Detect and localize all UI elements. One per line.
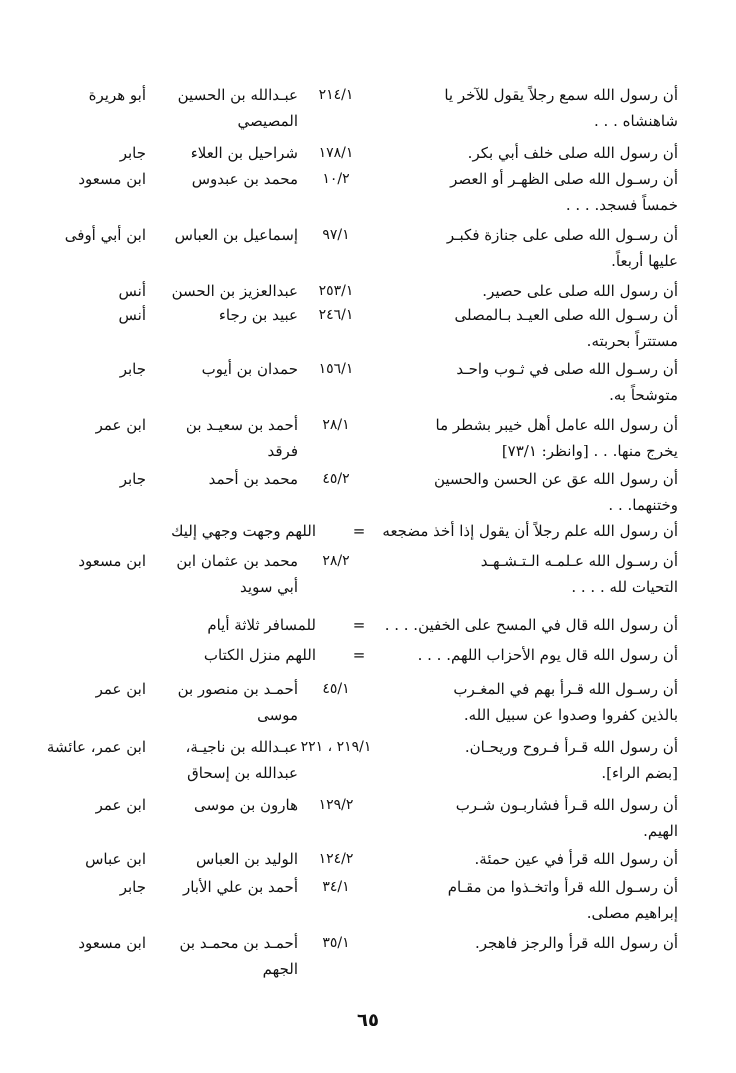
companion-name: جابر [119,470,146,488]
volume-page-reference: ١٢٩/٢ [318,797,354,813]
narrator-line: فرقد [267,442,298,460]
volume-page-reference: ١٢٤/٢ [318,851,354,867]
volume-page-reference: ٢٨/٢ [322,553,350,569]
see-also-sign: = [352,616,366,634]
hadith-line: شاهنشاه . . . [594,112,678,130]
narrator-name [153,140,298,166]
companion-name: ابن عمر [95,680,146,698]
narrator-name [153,930,298,982]
hadith-line: أن رسول الله قرأ في عين حمئة. [474,850,678,868]
hadith-line: أن رسول الله قـرأ فـروح وريحـان. [464,738,678,756]
narrator-name [153,82,298,134]
narrator-name [153,734,298,786]
hadith-line: أن رسول الله سمع رجلاً يقول للآخر يا [444,86,678,104]
hadith-line: إبراهيم مصلى. [586,904,678,922]
narrator-line: شراحيل بن العلاء [190,144,298,162]
hadith-line: أن رسول الله علم رجلاً أن يقول إذا أخذ مضجعه [382,522,678,540]
narrator-line: الجهم [262,960,298,978]
hadith-text [378,466,678,518]
hadith-line: [بضم الراء]. [601,764,678,782]
narrator-name [153,412,298,464]
volume-page-reference: ٣٤/١ [322,879,350,895]
volume-page-reference: ٢٥٣/١ [318,283,354,299]
hadith-text [378,846,678,872]
hadith-text [378,874,678,926]
narrator-line: أحمـد بن منصور بن [177,680,298,698]
narrator-line: موسى [257,706,298,724]
companion-name: جابر [119,878,146,896]
hadith-line: بالذين كفروا وصدوا عن سبيل الله. [463,706,678,724]
hadith-text [378,412,678,464]
hadith-line: أن رسول الله قـرأ فشاربـون شـرب [455,796,678,814]
hadith-line: أن رسول الله قال يوم الأحزاب اللهم. . . . [417,646,678,664]
hadith-line: أن رسـول الله قرأ واتخـذوا من مقـام [447,878,678,896]
hadith-text [378,548,678,600]
hadith-line: مستتراً بحربته. [586,332,678,350]
hadith-line: أن رسول الله عق عن الحسن والحسين [433,470,678,488]
narrator-line: عبـدالله بن ناجيـة، [185,738,298,756]
companion-name: ابن عمر [95,416,146,434]
companion-name: ابن عمر، عائشة [46,738,146,756]
narrator-line: عبدالله بن إسحاق [187,764,298,782]
see-also-sign: = [352,522,366,540]
hadith-line: الهيم. [643,822,678,840]
companion-name: ابن مسعود [78,934,146,952]
hadith-line: أن رسول الله صلى خلف أبي بكر. [467,144,678,162]
hadith-line: يخرج منها. . . [وانظر: ٧٣/١] [501,442,678,460]
hadith-text [378,792,678,844]
page-number: ٦٥ [357,1010,379,1031]
narrator-line: المصيصي [237,112,298,130]
hadith-line: أن رسـول الله صلى الظهـر أو العصر [450,170,678,188]
narrator-name [153,278,298,304]
narrator-name [153,466,298,492]
hadith-text [378,278,678,304]
narrator-line: أحمد بن سعيـد بن [185,416,298,434]
hadith-text [378,302,678,354]
narrator-line: أبي سويد [240,578,298,596]
narrator-name [153,846,298,872]
volume-page-reference: ٢١٤/١ [318,87,354,103]
see-also-text: للمسافر ثلاثة أيام [207,616,316,634]
narrator-line: محمد بن عثمان ابن [176,552,298,570]
hadith-line: متوشحاً به. [609,386,678,404]
hadith-line: أن رسـول الله صلى على جنازة فكبـر [446,226,678,244]
hadith-line: أن رسول الله قال في المسح على الخفين. . . . [384,616,678,634]
hadith-text [378,166,678,218]
narrator-name [153,222,298,248]
hadith-text [378,82,678,134]
hadith-line: أن رسـول الله عـلمـه الـتـشـهـد [480,552,678,570]
hadith-line: أن رسـول الله صلى في ثـوب واحـد [456,360,678,378]
hadith-line: أن رسـول الله صلى العيـد بـالمصلى [454,306,678,324]
narrator-line: أحمد بن علي الأبار [182,878,298,896]
hadith-text [378,612,678,638]
hadith-text [378,356,678,408]
narrator-line: محمد بن عبدوس [191,170,298,188]
volume-page-reference: ٩٧/١ [322,227,350,243]
volume-page-reference: ٤٥/٢ [322,471,350,487]
hadith-line: أن رسول الله عامل أهل خيبر بشطر ما [435,416,678,434]
narrator-line: محمد بن أحمد [208,470,298,488]
narrator-line: الوليد بن العباس [196,850,298,868]
narrator-line: إسماعيل بن العباس [174,226,298,244]
narrator-line: حمدان بن أيوب [201,360,298,378]
companion-name: ابن مسعود [78,552,146,570]
hadith-line: أن رسول الله قرأ والرجز فاهجر. [474,934,678,952]
see-also-text: اللهم منزل الكتاب [203,646,316,664]
narrator-name [153,874,298,900]
narrator-line: عبدالعزيز بن الحسن [171,282,298,300]
hadith-line: عليها أربعاً. [611,252,678,270]
volume-page-reference: ٢١٩/١ ، ٢٢١ [300,739,372,755]
see-also-text: اللهم وجهت وجهي إليك [171,522,316,540]
companion-name: جابر [119,360,146,378]
hadith-text [378,222,678,274]
hadith-line: وختنهما. . . [608,496,678,514]
volume-page-reference: ٣٥/١ [322,935,350,951]
volume-page-reference: ٢٤٦/١ [318,307,354,323]
narrator-line: عبـدالله بن الحسين [177,86,298,104]
volume-page-reference: ١٥٦/١ [318,361,354,377]
narrator-name [153,356,298,382]
volume-page-reference: ١٧٨/١ [318,145,354,161]
narrator-name [153,548,298,600]
volume-page-reference: ٤٥/١ [322,681,350,697]
companion-name: جابر [119,144,146,162]
hadith-text [378,140,678,166]
hadith-line: أن رسـول الله قـرأ بهم في المغـرب [453,680,678,698]
narrator-line: عبيد بن رجاء [218,306,298,324]
companion-name: ابن عمر [95,796,146,814]
hadith-line: أن رسول الله صلى على حصير. [482,282,678,300]
hadith-line: التحيات لله . . . . [571,578,678,596]
narrator-name [153,792,298,818]
hadith-text [378,518,678,544]
companion-name: ابن مسعود [78,170,146,188]
companion-name: ابن أبي أوفى [64,226,146,244]
volume-page-reference: ٢٨/١ [322,417,350,433]
hadith-text [378,676,678,728]
hadith-text [378,642,678,668]
narrator-name [153,676,298,728]
see-also-sign: = [352,646,366,664]
companion-name: أبو هريرة [88,86,146,104]
companion-name: أنس [118,306,146,324]
hadith-text [378,734,678,786]
volume-page-reference: ١٠/٢ [322,171,350,187]
narrator-line: هارون بن موسى [194,796,298,814]
hadith-line: خمساً فسجد. . . . [565,196,678,214]
narrator-name [153,166,298,192]
narrator-name [153,302,298,328]
companion-name: ابن عباس [85,850,146,868]
companion-name: أنس [118,282,146,300]
hadith-text [378,930,678,956]
narrator-line: أحمـد بن محمـد بن [179,934,298,952]
